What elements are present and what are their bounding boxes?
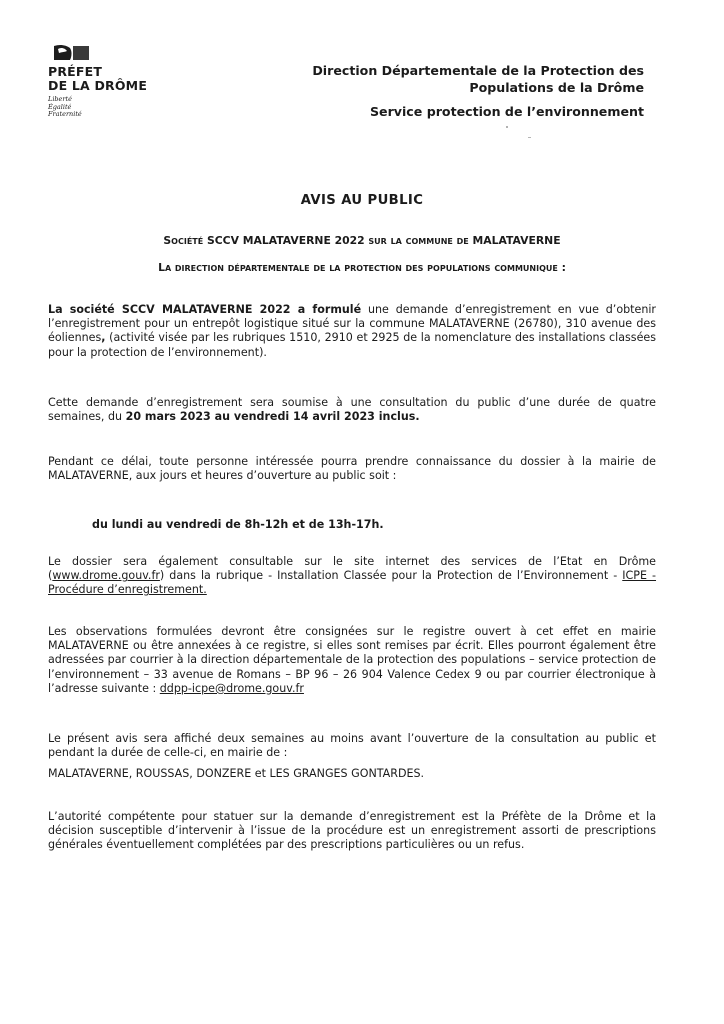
- organization-name: [312, 62, 644, 96]
- prefet-title: [48, 65, 168, 92]
- paragraph-observations: [48, 625, 656, 696]
- devise-fraternite: Fraternité: [48, 110, 82, 119]
- website-text-1: Le dossier sera également consultable sur le site internet des services de l’Etat en Drôme (: [48, 555, 656, 583]
- consultation-text: Cette demande d’enregistrement sera soumise à une consultation du public d’une durée de quatre semaines, du: [48, 396, 656, 424]
- paragraph-website: [48, 555, 656, 598]
- consultation-dates: 20 mars 2023 au vendredi 14 avril 2023 inclus.: [125, 410, 420, 424]
- paragraph-authority: L’autorité compétente pour statuer sur la demande d’enregistrement est la Préfète de la Drôme et la décision susceptible d’intervenir à l’issue de la procédure est un enregistrement assorti de prescriptions générales éventuellement complétées par des prescriptions particulières ou un refus.: [48, 810, 656, 852]
- paragraph-consultation: [48, 396, 656, 424]
- prefecture-logo: [48, 44, 168, 119]
- paragraph-display: Le présent avis sera affiché deux semaines au moins avant l’ouverture de la consultation au public et pendant la durée de celle-ci, en mairie de :: [48, 732, 656, 760]
- devise-liberte: Liberté: [48, 95, 72, 103]
- website-link[interactable]: www.drome.gouv.fr: [52, 569, 160, 583]
- notice-title: AVIS AU PUBLIC: [300, 193, 424, 208]
- opening-hours: du lundi au vendredi de 8h-12h et de 13h-17h.: [92, 518, 384, 531]
- marianne-icon: [50, 44, 92, 62]
- website-text-2: ) dans la rubrique - Installation Classée pour la Protection de l’Environnement -: [159, 569, 623, 583]
- org-line-2: Populations de la Drôme: [469, 80, 644, 95]
- request-text-1: une demande d’enregistrement en vue d’obtenir l’enregistrement pour un entrepôt logistique situé sur la commune MALATAVERNE (26780), 310 avenue des éoliennes: [48, 303, 656, 345]
- request-text-2: (activité visée par les rubriques 1510, 2910 et 2925 de la nomenclature des installations classées pour la protection de l’environnement).: [48, 331, 656, 359]
- request-comma: ,: [101, 331, 106, 345]
- communique-subtitle: La direction départementale de la protection des populations communique :: [158, 261, 566, 274]
- service-name: Service protection de l’environnement: [369, 104, 644, 119]
- org-line-1: Direction Départementale de la Protection des: [312, 63, 644, 78]
- paragraph-dossier-mairie: Pendant ce délai, toute personne intéressée pourra prendre connaissance du dossier à la mairie de MALATAVERNE, aux jours et heures d’ouverture au public soit :: [48, 455, 656, 483]
- company-statement: La société SCCV MALATAVERNE 2022 a formulé: [48, 303, 362, 316]
- company-subtitle: Société SCCV MALATAVERNE 2022 sur la commune de MALATAVERNE: [163, 234, 561, 247]
- devise: [48, 96, 168, 119]
- prefet-line-1: PRÉFET: [48, 64, 103, 79]
- scan-artifact: [506, 126, 508, 128]
- email-link[interactable]: ddpp-icpe@drome.gouv.fr: [159, 681, 304, 695]
- prefet-line-2: DE LA DRÔME: [48, 77, 148, 93]
- paragraph-request: [48, 303, 656, 360]
- communes-list: MALATAVERNE, ROUSSAS, DONZERE et LES GRANGES GONTARDES.: [48, 767, 425, 780]
- scan-artifact: [528, 137, 531, 138]
- devise-egalite: Égalité: [48, 102, 72, 111]
- observations-text: Les observations formulées devront être consignées sur le registre ouvert à cet effet en mairie MALATAVERNE ou être annexées à ce registre, si elles sont remises par écrit. Elles pourront également être adressées par courrier à la direction départementale de la protection des populations – service protection de l’environnement – 33 avenue de Romans – BP 96 – 26 904 Valence Cedex 9 ou par courrier électronique à l’adresse suivante :: [48, 625, 656, 695]
- icpe-procedure-link[interactable]: ICPE - Procédure d’enregistrement.: [48, 569, 657, 597]
